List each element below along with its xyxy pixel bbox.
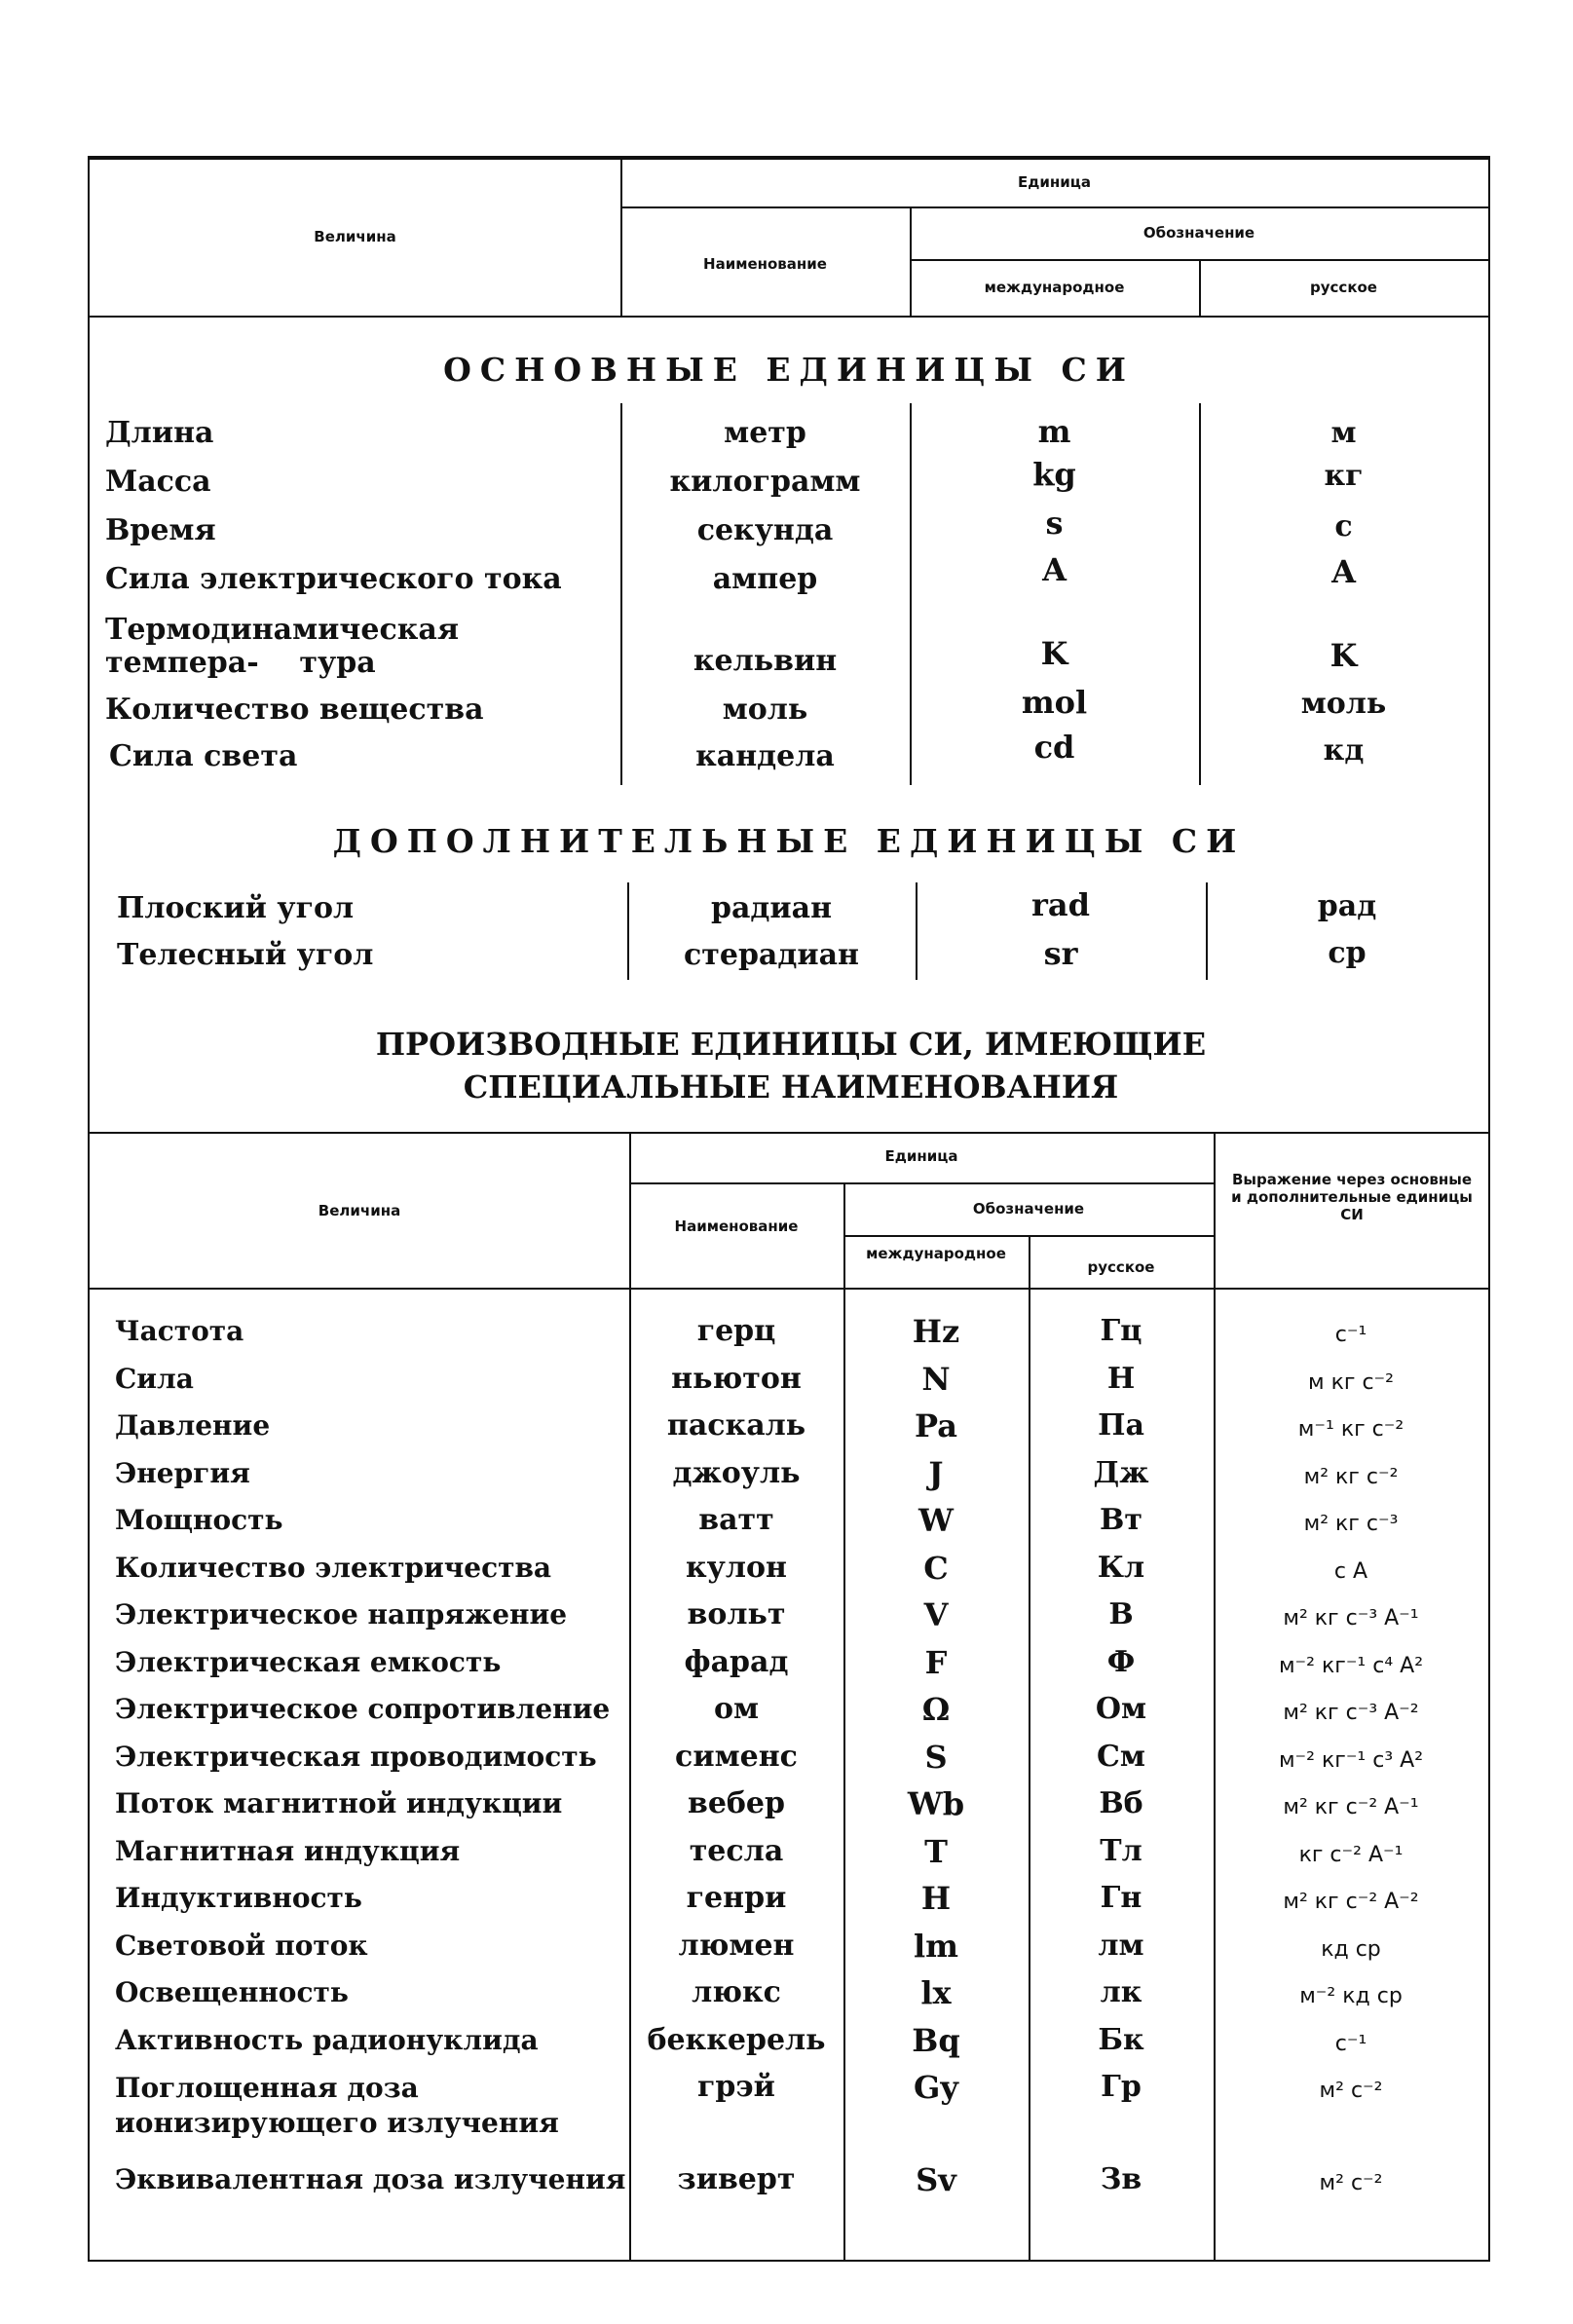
derived-rus: лм [1098, 1928, 1144, 1963]
derived-rus: Ф [1106, 1644, 1136, 1679]
derived-name: паскаль [666, 1408, 806, 1443]
base-quantity: Масса [105, 465, 211, 499]
header-divider [620, 206, 1488, 208]
derived-header-russian: русское [1087, 1258, 1155, 1276]
base-rus: м [1330, 416, 1357, 450]
derived-quantity: Электрическое напряжение [115, 1598, 568, 1631]
derived-intl: T [924, 1832, 948, 1870]
base-rus: моль [1300, 687, 1387, 721]
derived-expression: м² кг с⁻³ А⁻¹ [1283, 1606, 1419, 1631]
derived-expression: м² кг с⁻² А⁻² [1283, 1890, 1419, 1914]
derived-name: фарад [684, 1644, 789, 1679]
derived-header-international: международное [866, 1245, 1006, 1262]
header-bottom-border [90, 316, 1488, 318]
section-title-derived: ПРОИЗВОДНЫЕ ЕДИНИЦЫ СИ, ИМЕЮЩИЕ СПЕЦИАЛЬНЫЕ НАИМЕНОВАНИЯ [375, 1026, 1207, 1106]
derived-rus: Н [1106, 1361, 1136, 1396]
supp-intl: sr [1043, 935, 1078, 972]
derived-quantity: Магнитная индукция [115, 1834, 461, 1867]
derived-expression: м² с⁻² [1319, 2170, 1383, 2195]
derived-name: ватт [698, 1503, 774, 1537]
derived-quantity: Сила [115, 1362, 194, 1395]
base-rus: кд [1323, 733, 1365, 768]
derived-quantity: Поток магнитной индукции [115, 1787, 563, 1819]
derived-header-designation: Обозначение [972, 1200, 1085, 1218]
derived-rus: Кл [1097, 1550, 1145, 1585]
derived-intl: Gy [914, 2069, 958, 2106]
derived-expression: м² кг с⁻³ А⁻² [1283, 1701, 1419, 1725]
derived-rus: Тл [1100, 1833, 1142, 1868]
base-quantity: Сила света [109, 739, 298, 773]
derived-quantity: Эквивалентная доза излучения [115, 2162, 626, 2195]
derived-quantity: Активность радионуклида [115, 2023, 539, 2056]
derived-name: кулон [686, 1550, 787, 1585]
base-name: моль [722, 693, 808, 727]
supp-rus: рад [1317, 889, 1377, 923]
derived-header-bottom-border [90, 1288, 1488, 1290]
derived-rus: Вб [1099, 1786, 1143, 1820]
derived-quantity: Давление [115, 1409, 271, 1442]
derived-quantity: Мощность [115, 1504, 283, 1536]
header-top-border [90, 158, 1488, 160]
derived-rus: См [1097, 1739, 1145, 1774]
base-name: метр [724, 416, 806, 450]
derived-intl: H [920, 1880, 952, 1917]
derived-expression: с⁻¹ [1334, 1323, 1367, 1347]
supp-name: радиан [710, 891, 833, 925]
supp-name: стерадиан [684, 938, 859, 972]
derived-rus: Гр [1101, 2070, 1142, 2104]
derived-name: грэй [697, 2070, 775, 2104]
derived-intl: J [928, 1454, 944, 1492]
derived-name: герц [696, 1314, 776, 1348]
derived-name: вебер [687, 1786, 785, 1820]
derived-expression: м⁻² кг⁻¹ с⁴ А² [1278, 1653, 1424, 1678]
derived-expression: м кг с⁻² [1308, 1369, 1394, 1395]
base-quantity: Термодинамическая темпера- тура [105, 613, 459, 680]
derived-expression: кд ср [1321, 1936, 1381, 1962]
supp-rus: ср [1328, 936, 1367, 970]
base-intl: kg [1032, 456, 1076, 493]
base-quantity: Длина [105, 416, 214, 450]
header-divider [910, 206, 912, 316]
derived-expression: м² кг с⁻² [1303, 1464, 1399, 1489]
derived-rus: Вт [1100, 1503, 1142, 1537]
base-intl: cd [1033, 729, 1075, 766]
derived-header-unit: Единица [884, 1147, 958, 1165]
derived-rus: Гц [1100, 1314, 1142, 1348]
derived-name: джоуль [672, 1455, 801, 1490]
derived-expression: м² кг с⁻² А⁻¹ [1283, 1795, 1419, 1819]
base-intl: K [1040, 635, 1068, 672]
derived-name: люкс [692, 1975, 781, 2009]
base-quantity: Сила электрического тока [105, 562, 562, 596]
derived-quantity: Электрическая емкость [115, 1645, 502, 1678]
derived-name: генри [686, 1881, 787, 1915]
derived-header-expression: Выражение через основные и дополнительные единицы СИ [1231, 1171, 1473, 1223]
derived-quantity: Индуктивность [115, 1882, 362, 1914]
base-intl: s [1045, 505, 1064, 542]
derived-expression: м⁻¹ кг с⁻² [1297, 1417, 1404, 1442]
derived-intl: Hz [912, 1313, 960, 1350]
derived-quantity: Освещенность [115, 1976, 349, 2008]
derived-expression: м² с⁻² [1319, 2079, 1383, 2103]
derived-name: беккерель [647, 2022, 826, 2057]
derived-quantity: Световой поток [115, 1929, 368, 1962]
derived-header-top-border [90, 1132, 1488, 1134]
base-name: ампер [712, 562, 818, 596]
base-intl: m [1037, 413, 1071, 450]
derived-header-quantity: Величина [318, 1202, 401, 1219]
derived-rus: Па [1098, 1408, 1144, 1443]
derived-name: тесла [689, 1833, 784, 1868]
derived-name: ньютон [671, 1361, 802, 1396]
derived-intl: Ω [921, 1691, 951, 1728]
derived-header-divider [629, 1182, 1214, 1184]
header-designation: Обозначение [1142, 224, 1255, 242]
derived-intl: V [923, 1596, 949, 1633]
derived-quantity: Электрическая проводимость [115, 1740, 597, 1773]
derived-name: вольт [687, 1597, 786, 1631]
derived-quantity: Поглощенная доза ионизирующего излучения [115, 2072, 559, 2139]
derived-expression: с⁻¹ [1334, 2031, 1367, 2056]
derived-intl: Pa [915, 1407, 957, 1444]
derived-intl: lm [913, 1927, 958, 1965]
derived-header-name: Наименование [674, 1218, 799, 1235]
derived-expression: кг с⁻² А⁻¹ [1298, 1842, 1404, 1867]
derived-name: люмен [678, 1928, 795, 1963]
si-units-table [88, 156, 1490, 2262]
base-rus: с [1334, 509, 1353, 544]
derived-intl: Bq [912, 2021, 960, 2059]
base-quantity: Количество вещества [105, 693, 484, 727]
derived-quantity: Количество электричества [115, 1551, 552, 1584]
derived-expression: м⁻² кд ср [1299, 1984, 1403, 2008]
header-unit: Единица [1018, 173, 1091, 191]
derived-rus: Дж [1093, 1455, 1149, 1490]
derived-intl: N [921, 1360, 951, 1398]
base-name: килограмм [669, 465, 861, 499]
base-name: кельвин [693, 644, 838, 678]
derived-rus: Бк [1098, 2022, 1144, 2057]
derived-intl: C [923, 1549, 949, 1587]
header-name: Наименование [703, 255, 827, 273]
supp-quantity: Телесный угол [117, 938, 374, 972]
derived-intl: lx [920, 1974, 952, 2011]
base-intl: mol [1021, 684, 1088, 721]
derived-intl: F [924, 1643, 948, 1681]
base-rus: A [1331, 553, 1356, 590]
header-quantity: Величина [314, 228, 396, 245]
derived-rus: Гн [1100, 1881, 1142, 1915]
derived-intl: W [918, 1502, 954, 1539]
derived-quantity: Энергия [115, 1456, 250, 1489]
supp-quantity: Плоский угол [117, 891, 355, 925]
header-international: международное [984, 279, 1125, 296]
derived-expression: м² кг с⁻³ [1303, 1512, 1399, 1536]
derived-intl: Sv [916, 2160, 956, 2198]
derived-rus: В [1108, 1597, 1134, 1631]
base-quantity: Время [105, 513, 216, 547]
derived-expression: м⁻² кг⁻¹ с³ А² [1278, 1747, 1424, 1773]
derived-name: ом [713, 1692, 760, 1726]
derived-intl: S [924, 1738, 948, 1776]
section-title-supplementary: ДОПОЛНИТЕЛЬНЫЕ ЕДИНИЦЫ СИ [332, 822, 1246, 860]
derived-rus: Зв [1100, 2161, 1142, 2196]
derived-quantity: Частота [115, 1315, 244, 1347]
base-name: кандела [695, 739, 835, 773]
section-title-base: ОСНОВНЫЕ ЕДИНИЦЫ СИ [443, 351, 1135, 389]
derived-quantity: Электрическое сопротивление [115, 1693, 611, 1725]
base-rus: K [1330, 637, 1358, 674]
base-name: секунда [696, 513, 834, 547]
header-russian: русское [1310, 279, 1377, 296]
derived-name: сименс [675, 1739, 798, 1774]
derived-expression: с А [1333, 1558, 1368, 1584]
derived-name: зиверт [677, 2161, 796, 2196]
supp-intl: rad [1031, 886, 1090, 923]
derived-intl: Wb [907, 1785, 965, 1822]
derived-rus: лк [1100, 1975, 1142, 2009]
base-rus: кг [1324, 459, 1364, 493]
derived-rus: Ом [1095, 1692, 1147, 1726]
base-intl: A [1042, 551, 1067, 588]
